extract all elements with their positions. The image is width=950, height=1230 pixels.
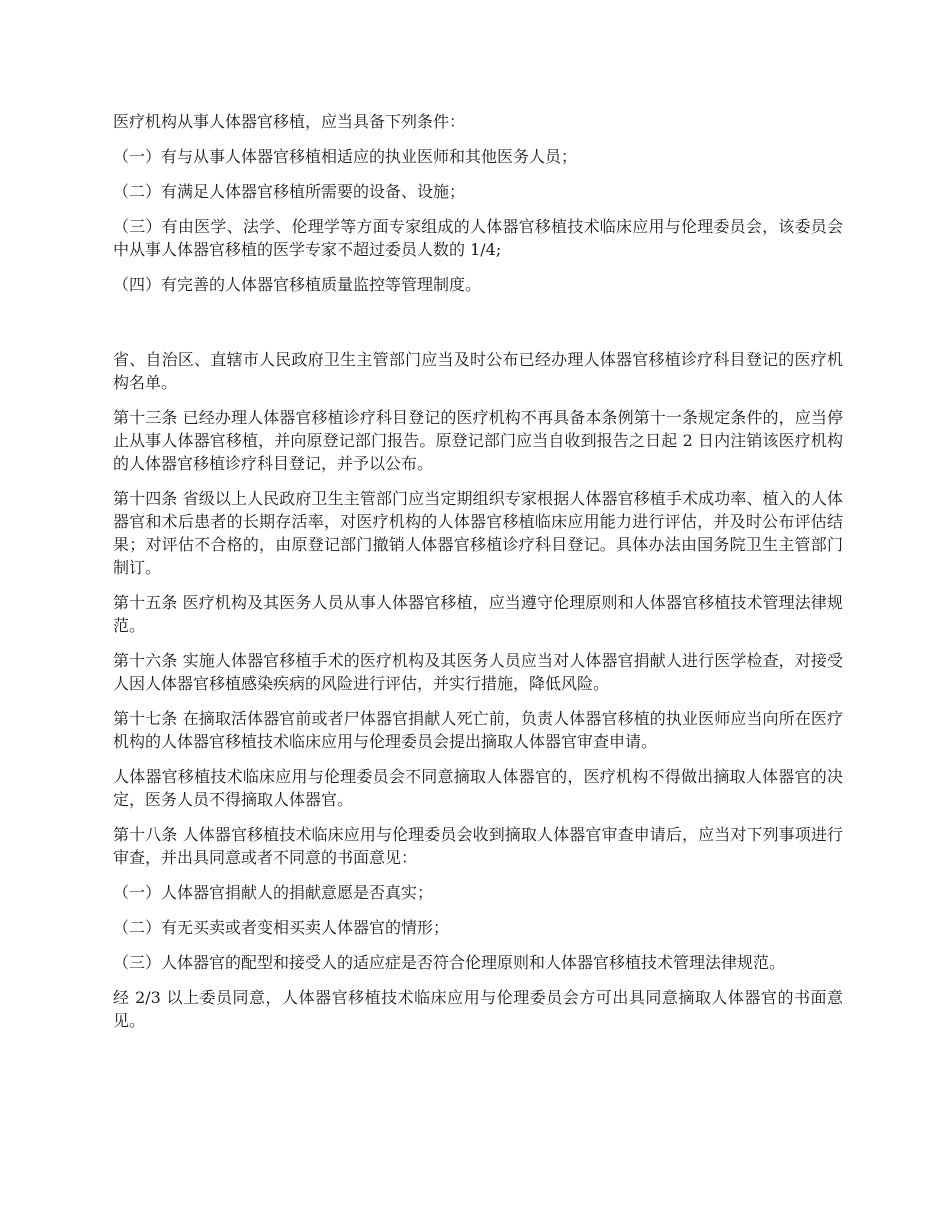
article-14: 第十四条 省级以上人民政府卫生主管部门应当定期组织专家根据人体器官移植手术成功率、植入的人体器官和术后患者的长期存活率，对医疗机构的人体器官移植临床应用能力进行评估，并及时公布评估结果；对评估不合格的，由原登记部门撤销人体器官移植诊疗科目登记。具体办法由国务院卫生主管部门制订。 — [113, 489, 843, 577]
articles-section — [113, 348, 843, 1032]
paragraph: 经 2/3 以上委员同意，人体器官移植技术临床应用与伦理委员会方可出具同意摘取人体器官的书面意见。 — [113, 988, 843, 1030]
conditions-section — [113, 110, 843, 296]
paragraph: （三）人体器官的配型和接受人的适应症是否符合伦理原则和人体器官移植技术管理法律规范。 — [113, 953, 786, 972]
paragraph: （二）有满足人体器官移植所需要的设备、设施； — [113, 182, 466, 201]
paragraph: （三）有由医学、法学、伦理学等方面专家组成的人体器官移植技术临床应用与伦理委员会，该委员会中从事人体器官移植的医学专家不超过委员人数的 1/4; — [113, 217, 843, 259]
document-page — [113, 110, 843, 1044]
paragraph: （二）有无买卖或者变相买卖人体器官的情形； — [113, 918, 450, 937]
article-16: 第十六条 实施人体器官移植手术的医疗机构及其医务人员应当对人体器官捐献人进行医学检查，对接受人因人体器官移植感染疾病的风险进行评估，并实行措施，降低风险。 — [113, 651, 843, 693]
paragraph: 人体器官移植技术临床应用与伦理委员会不同意摘取人体器官的，医疗机构不得做出摘取人体器官的决定，医务人员不得摘取人体器官。 — [113, 767, 843, 809]
section-gap — [113, 308, 843, 348]
article-15: 第十五条 医疗机构及其医务人员从事人体器官移植，应当遵守伦理原则和人体器官移植技术管理法律规范。 — [113, 593, 843, 635]
paragraph: 医疗机构从事人体器官移植，应当具备下列条件： — [113, 112, 466, 131]
article-18: 第十八条 人体器官移植技术临床应用与伦理委员会收到摘取人体器官审查申请后，应当对下列事项进行审查，并出具同意或者不同意的书面意见： — [113, 825, 843, 867]
paragraph: 省、自治区、直辖市人民政府卫生主管部门应当及时公布已经办理人体器官移植诊疗科目登记的医疗机构名单。 — [113, 350, 843, 392]
paragraph: （四）有完善的人体器官移植质量监控等管理制度。 — [113, 275, 482, 294]
article-17: 第十七条 在摘取活体器官前或者尸体器官捐献人死亡前，负责人体器官移植的执业医师应当向所在医疗机构的人体器官移植技术临床应用与伦理委员会提出摘取人体器官审查申请。 — [113, 709, 843, 751]
article-13: 第十三条 已经办理人体器官移植诊疗科目登记的医疗机构不再具备本条例第十一条规定条件的，应当停止从事人体器官移植，并向原登记部门报告。原登记部门应当自收到报告之日起 2 日内注销该医疗机构的人体器官移植诊疗科目登记，并予以公布。 — [113, 408, 843, 473]
paragraph: （一）有与从事人体器官移植相适应的执业医师和其他医务人员； — [113, 147, 578, 166]
paragraph: （一）人体器官捐献人的捐献意愿是否真实； — [113, 883, 434, 902]
